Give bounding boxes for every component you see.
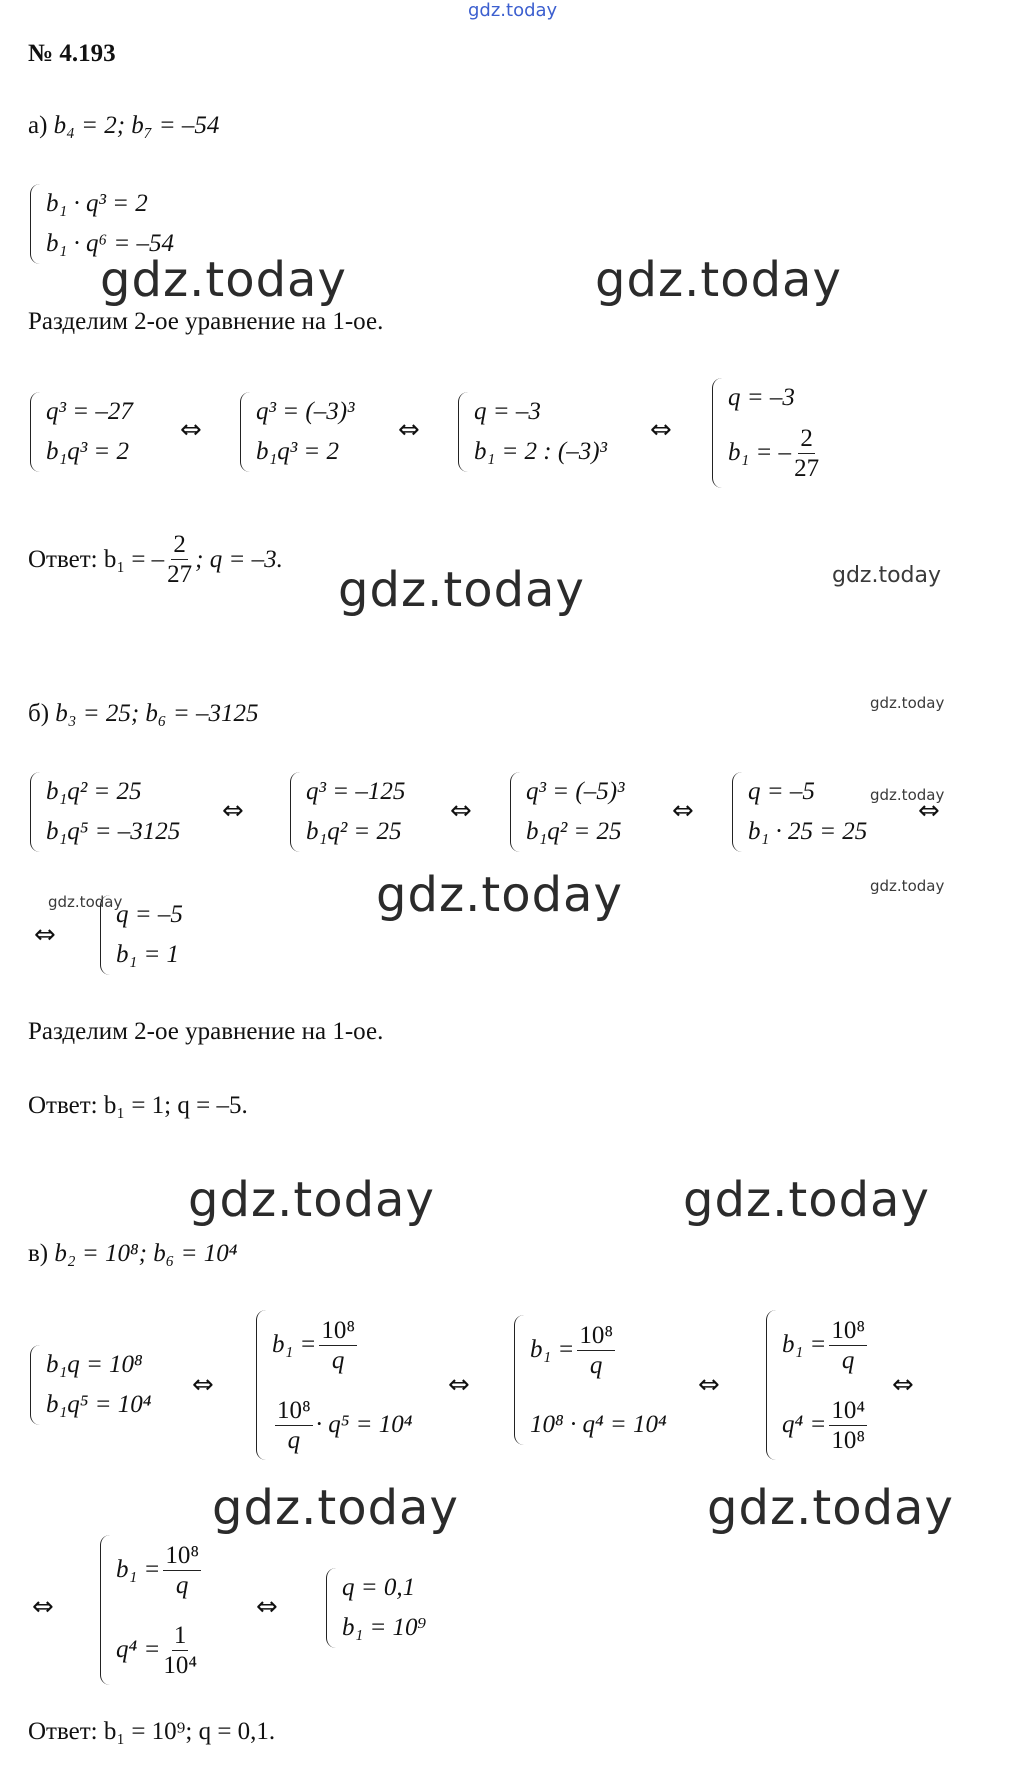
equation: q³ = (–3)³: [256, 398, 355, 425]
brace: [712, 378, 722, 488]
watermark: gdz.today: [707, 1480, 954, 1536]
watermark: gdz.today: [100, 252, 347, 308]
equation: b₁ · q³ = 2: [46, 190, 148, 217]
watermark: gdz.today: [212, 1480, 459, 1536]
equivalence-symbol: ⇔: [398, 415, 420, 445]
brace: [240, 392, 250, 472]
brace: [100, 895, 110, 975]
equivalence-symbol: ⇔: [256, 1592, 278, 1622]
equivalence-symbol: ⇔: [892, 1370, 914, 1400]
watermark: gdz.today: [870, 786, 945, 804]
equation: b₁ = – $\frac{2}{27}$: [728, 424, 820, 482]
fraction: $\frac{2}{27}$: [167, 531, 193, 588]
brace: [732, 772, 742, 852]
fraction: $\frac{\text{10⁸}}{q}$: [277, 1396, 311, 1454]
equivalence-symbol: ⇔: [450, 796, 472, 826]
part-b-given: [28, 700, 259, 728]
equation: q = –5: [116, 901, 183, 928]
watermark: gdz.today: [338, 562, 585, 618]
system-b-1: [30, 772, 180, 852]
watermark: gdz.today: [832, 563, 942, 588]
equation: q = –3: [474, 398, 541, 425]
watermark: gdz.today: [595, 252, 842, 308]
part-label: в): [28, 1240, 49, 1267]
brace: [458, 392, 468, 472]
equation: b₁q⁵ = –3125: [46, 818, 181, 845]
equation: b₁ · q⁶ = –54: [46, 230, 175, 257]
part-a-answer: Ответ: b₁ = – $\frac{2}{27}$ ; q = –3.: [28, 531, 283, 588]
equivalence-symbol: ⇔: [650, 415, 672, 445]
equivalence-symbol: ⇔: [180, 415, 202, 445]
watermark-top: gdz.today: [468, 0, 558, 21]
fraction: $\frac{\text{10⁸}}{q}$: [579, 1321, 614, 1379]
system-b-4: [732, 772, 867, 852]
system-b-5: [100, 895, 183, 975]
watermark: gdz.today: [376, 867, 623, 923]
fraction: $\frac{\text{10⁸}}{q}$: [165, 1541, 200, 1599]
part-a-given: [28, 112, 219, 140]
part-c-given: [28, 1240, 237, 1268]
equation: q = 0,1: [342, 1574, 416, 1601]
part-label: а): [28, 112, 48, 139]
equation: b₁ · 25 = 25: [748, 818, 868, 845]
watermark: gdz.today: [870, 694, 945, 712]
given-values: b₂ = 10⁸; b₆ = 10⁴: [54, 1240, 238, 1267]
equivalence-symbol: ⇔: [672, 796, 694, 826]
part-b-note: Разделим 2-ое уравнение на 1-ое.: [28, 1018, 384, 1045]
equation: b₁q³ = 2: [256, 438, 340, 465]
watermark: gdz.today: [683, 1172, 930, 1228]
brace: [326, 1568, 336, 1648]
brace: [30, 392, 40, 472]
equivalence-symbol: ⇔: [918, 796, 940, 826]
fraction: $\frac{\text{10⁴}}{\text{10⁸}}$: [831, 1396, 866, 1454]
watermark: gdz.today: [870, 877, 945, 895]
system-c-4: [766, 1310, 870, 1460]
system-c-6: [326, 1568, 426, 1648]
system-a-1: [30, 184, 174, 264]
fraction: $\frac{1}{\text{10⁴}}$: [163, 1621, 198, 1679]
given-values: b₃ = 25; b₆ = –3125: [55, 700, 259, 727]
equation: q³ = (–5)³: [526, 778, 625, 805]
equation: b₁ = $\frac{\text{10⁸}}{q}$: [782, 1316, 866, 1374]
part-c-answer: Ответ: b₁ = 10⁹; q = 0,1.: [28, 1718, 276, 1745]
system-a-2: [30, 392, 133, 472]
brace: [514, 1315, 524, 1445]
equation: b₁q² = 25: [46, 778, 142, 805]
equivalence-symbol: ⇔: [34, 920, 56, 950]
equation: q⁴ = $\frac{\text{10⁴}}{\text{10⁸}}$: [782, 1396, 866, 1454]
fraction: $\frac{\text{10⁸}}{q}$: [831, 1316, 866, 1374]
part-label: б): [28, 700, 50, 727]
equation: q³ = –27: [46, 398, 133, 425]
part-a-note: Разделим 2-ое уравнение на 1-ое.: [28, 308, 384, 335]
equation: q = –5: [748, 778, 815, 805]
equation: b₁ = $\frac{\text{10⁸}}{q}$: [272, 1316, 356, 1374]
fraction: $\frac{2}{27}$: [794, 424, 820, 482]
problem-number: № 4.193: [28, 40, 116, 67]
brace: [766, 1310, 776, 1460]
equation: b₁q² = 25: [526, 818, 622, 845]
equation: b₁ = 2 : (–3)³: [474, 438, 608, 465]
system-b-3: [510, 772, 625, 852]
equivalence-symbol: ⇔: [192, 1370, 214, 1400]
watermark: gdz.today: [188, 1172, 435, 1228]
brace: [510, 772, 520, 852]
equation: b₁q = 10⁸: [46, 1351, 143, 1378]
system-c-5: [100, 1535, 204, 1685]
part-b-answer: Ответ: b₁ = 1; q = –5.: [28, 1092, 248, 1119]
equation: b₁ = $\frac{\text{10⁸}}{q}$: [116, 1541, 200, 1599]
system-a-5: [712, 378, 822, 488]
system-c-2: [256, 1310, 412, 1460]
system-c-3: [514, 1315, 667, 1445]
watermark: gdz.today: [48, 893, 123, 911]
equivalence-symbol: ⇔: [448, 1370, 470, 1400]
system-a-3: [240, 392, 355, 472]
brace: [256, 1310, 266, 1460]
equation: q⁴ = $\frac{1}{\text{10⁴}}$: [116, 1621, 198, 1679]
equation: $\frac{\text{10⁸}}{q}$ · q⁵ = 10⁴: [277, 1396, 413, 1454]
brace: [100, 1535, 110, 1685]
equation: 10⁸ · q⁴ = 10⁴: [530, 1411, 667, 1438]
equation: q³ = –125: [306, 778, 406, 805]
brace: [30, 184, 40, 264]
equation: b₁ = $\frac{\text{10⁸}}{q}$: [530, 1321, 614, 1379]
equation: q = –3: [728, 384, 795, 411]
system-a-4: [458, 392, 607, 472]
brace: [30, 772, 40, 852]
equation: b₁q⁵ = 10⁴: [46, 1391, 152, 1418]
equation: b₁q³ = 2: [46, 438, 130, 465]
fraction: $\frac{\text{10⁸}}{q}$: [321, 1316, 356, 1374]
brace: [290, 772, 300, 852]
system-c-1: [30, 1345, 151, 1425]
equivalence-symbol: ⇔: [32, 1592, 54, 1622]
given-values: b₄ = 2; b₇ = –54: [53, 112, 220, 139]
equivalence-symbol: ⇔: [222, 796, 244, 826]
brace: [30, 1345, 40, 1425]
equation: b₁q² = 25: [306, 818, 402, 845]
equivalence-symbol: ⇔: [698, 1370, 720, 1400]
equation: b₁ = 10⁹: [342, 1614, 427, 1641]
system-b-2: [290, 772, 405, 852]
equation: b₁ = 1: [116, 941, 180, 968]
